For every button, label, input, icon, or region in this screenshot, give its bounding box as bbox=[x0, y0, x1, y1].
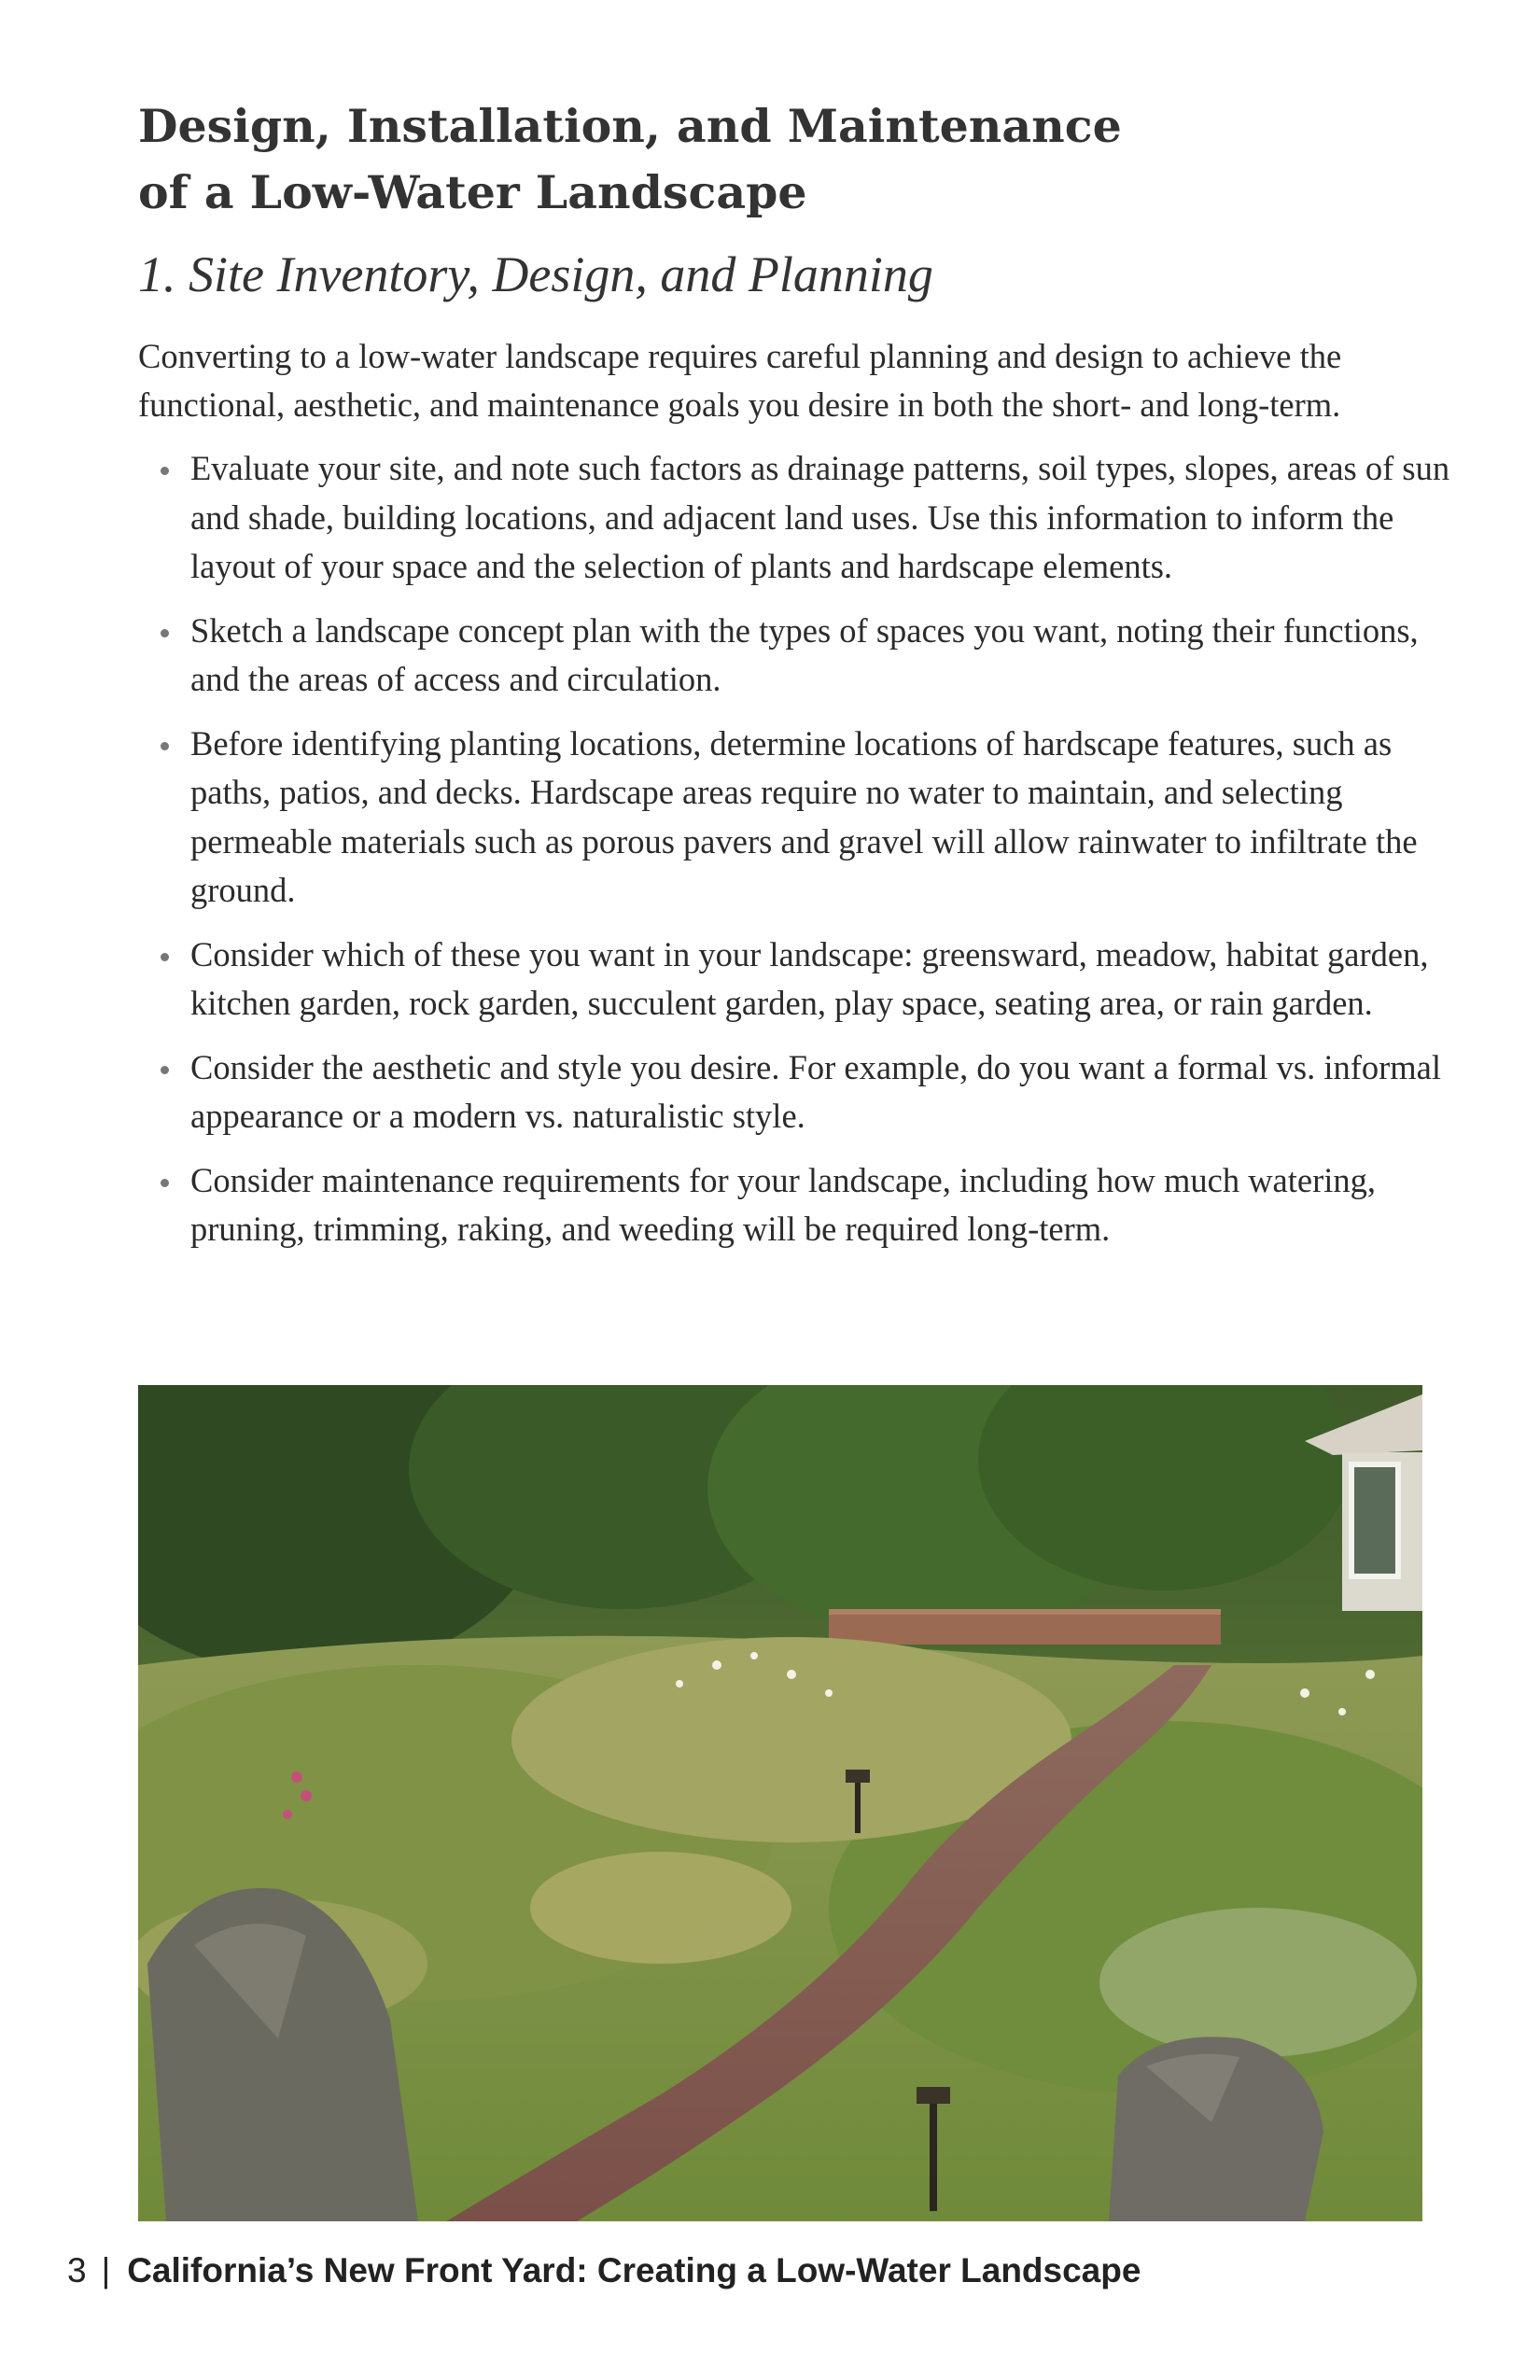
page-heading bbox=[138, 93, 1445, 226]
page-number: 3 bbox=[67, 2251, 87, 2289]
bullet-list bbox=[138, 444, 1463, 1269]
list-item: Consider which of these you want in your landscape: greensward, meadow, habitat garden, kitchen garden, rock garden, succulent garden, play space, seating area, or rain garden. bbox=[138, 931, 1463, 1029]
intro-paragraph: Converting to a low-water landscape requires careful planning and design to achieve the functional, aesthetic, and maintenance goals you desire in both the short- and long-term. bbox=[138, 337, 1342, 424]
list-item: Consider the aesthetic and style you desire. For example, do you want a formal vs. informal appearance or a modern vs. naturalistic style. bbox=[138, 1043, 1463, 1141]
list-item: Consider maintenance requirements for your landscape, including how much watering, pruning, trimming, raking, and weeding will be required long-term. bbox=[138, 1156, 1463, 1254]
heading-line-2: of a Low-Water Landscape bbox=[138, 165, 807, 219]
list-item: Sketch a landscape concept plan with the types of spaces you want, noting their functions, and the areas of access and circulation. bbox=[138, 607, 1463, 705]
list-item: Evaluate your site, and note such factors as drainage patterns, soil types, slopes, areas of sun and shade, building locations, and adjacent land uses. Use this information to inform the layout of your space and the selection of plants and hardscape elements. bbox=[138, 444, 1463, 592]
garden-photo bbox=[138, 1385, 1422, 2221]
section-title: 1. Site Inventory, Design, and Planning bbox=[138, 246, 933, 302]
list-item: Before identifying planting locations, determine locations of hardscape features, such as paths, patios, and decks. Hardscape areas require no water to maintain, and selecting permeable materials such as porous pavers and gravel will allow rainwater to infiltrate the ground. bbox=[138, 720, 1463, 916]
page-footer bbox=[67, 2248, 1141, 2293]
footer-title: California’s New Front Yard: Creating a Low-Water Landscape bbox=[127, 2251, 1141, 2289]
heading-line-1: Design, Installation, and Maintenance bbox=[138, 99, 1122, 153]
footer-separator: | bbox=[101, 2251, 111, 2289]
